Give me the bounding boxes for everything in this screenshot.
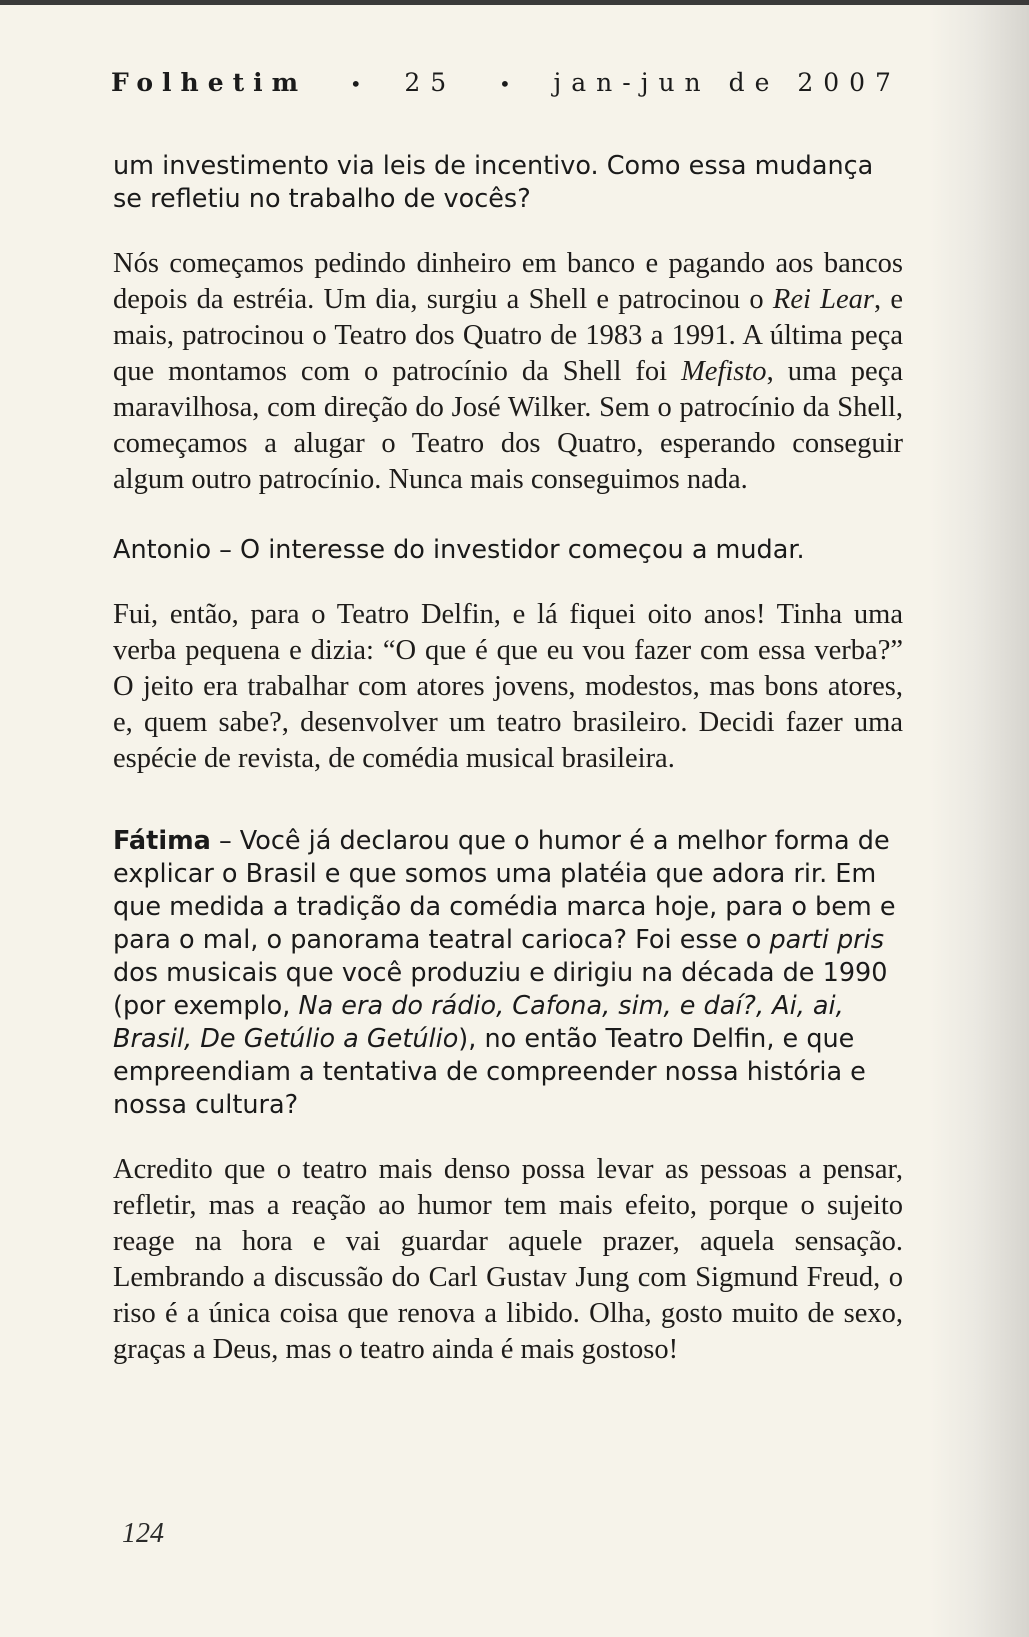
play-title: Mefisto: [681, 356, 767, 387]
play-title: Rei Lear: [772, 284, 874, 315]
interviewer-remark: [113, 534, 903, 567]
running-head: [111, 68, 901, 97]
answer-text: Nós começamos pedindo dinheiro em banco e pagando aos bancos depois da estréia. Um dia, surgiu a Shell e patrocinou o: [113, 248, 903, 315]
issue-date: jan-jun de 2007: [553, 68, 901, 97]
speaker-name: Antonio: [113, 535, 212, 565]
answer-text: , e mais, patrocinou o Teatro dos Quatro de 1983 a 1991. A última peça que montamos com o patrocínio da Shell foi: [113, 284, 903, 387]
question-text: – Você já declarou que o humor é a melhor forma de explicar o Brasil e que somos uma platéia que adora rir. Em que medida a tradição da comédia marca hoje, para o bem e para o mal, o panorama teatral carioca? Foi esse o: [113, 826, 896, 955]
page-number: 124: [122, 1518, 164, 1549]
article-body: [113, 150, 903, 1404]
separator-dot: •: [498, 72, 511, 96]
page-top-edge: [0, 0, 1029, 5]
answer-paragraph: [113, 246, 903, 498]
answer-text: , uma peça maravilhosa, com direção do José Wilker. Sem o patrocínio da Shell, começamos a alugar o Teatro dos Quatro, esperando conseguir algum outro patrocínio. Nunca mais conseguimos nada.: [113, 356, 903, 495]
question-text: – O interesse do investidor começou a mudar.: [211, 535, 805, 565]
separator-dot: •: [349, 72, 362, 96]
speaker-name: Fátima: [113, 826, 211, 856]
question-text: dos musicais que você produziu e dirigiu na década de 1990 (por exemplo,: [113, 958, 888, 1021]
answer-paragraph: Fui, então, para o Teatro Delfin, e lá fiquei oito anos! Tinha uma verba pequena e dizia: “O que é que eu vou fazer com essa verba?” O jeito era trabalhar com atores jovens, modestos, mas bons atores, e, quem sabe?, desenvolver um teatro brasileiro. Decidi fazer uma espécie de revista, de comédia musical brasileira.: [113, 599, 903, 774]
journal-name: Folhetim: [111, 68, 308, 97]
musical-titles: Na era do rádio, Cafona, sim, e daí?, Ai, ai, Brasil, De Getúlio a Getúlio: [113, 991, 844, 1054]
question-text: ), no então Teatro Delfin, e que empreendiam a tentativa de compreender nossa história e nossa cultura?: [113, 1024, 866, 1120]
answer-paragraph: Acredito que o teatro mais denso possa levar as pessoas a pensar, refletir, mas a reação ao humor tem mais efeito, porque o sujeito reage na hora e vai guardar aquele prazer, aquela sensação. Lembrando a discussão do Carl Gustav Jung com Sigmund Freud, o riso é a única coisa que renova a libido. Olha, gosto muito de sexo, graças a Deus, mas o teatro ainda é mais gostoso!: [113, 1154, 903, 1365]
issue-number: 25: [404, 68, 457, 97]
question-continuation: um investimento via leis de incentivo. Como essa mudança se refletiu no trabalho de vocês?: [113, 151, 874, 214]
foreign-term: parti pris: [769, 925, 885, 955]
interviewer-question: [113, 825, 903, 1122]
